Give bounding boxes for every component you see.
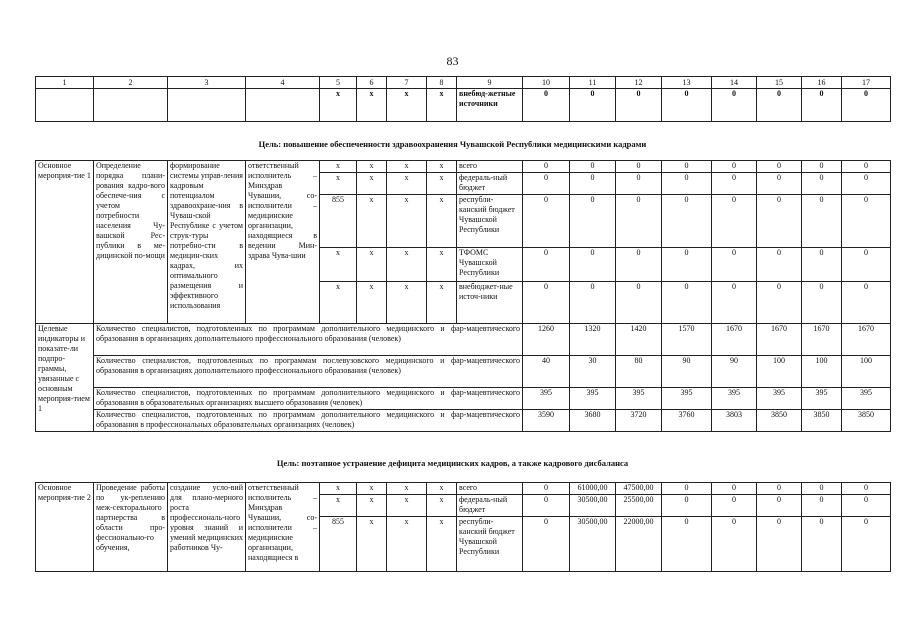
funding-source: всего [457, 483, 523, 495]
indicator-text: Количество специалистов, подготовленных по программам дополнительного медицинского и фар-мацевтического образования в организациях дополнительного профессионального образования (человек) [94, 324, 523, 356]
funding-source: республи-канский бюджет Чувашской Республики [457, 517, 523, 572]
col-number: 7 [387, 77, 427, 89]
col-number: 2 [94, 77, 168, 89]
col-number: 8 [427, 77, 457, 89]
funding-source: республи-канский бюджет Чувашской Республики [457, 195, 523, 248]
funding-source: внебюд-жетные источники [457, 89, 523, 122]
value-cell: 0 [616, 89, 662, 122]
page-number: 83 [446, 54, 459, 68]
table-row [36, 89, 891, 122]
col-number: 5 [320, 77, 357, 89]
budget-table-header [35, 76, 891, 122]
value-cell: 0 [802, 89, 842, 122]
table-row: Основное мероприя-тие 2 Проведение работы по ук-реплению меж-секторального партнерства в области про-фессионально-го обучения, создание усло-вий для плано-мерного роста профессиональ-ного уровня знаний и умений медицинских работников Чу- ответственный исполнитель – Минздрав Чувашии, со-исполнители – медицинские организации, находящиеся в x x x x всего 0 61000,00 47500,00 0 0 0 0 0 [36, 483, 891, 495]
table-row: 855 x x x республи-канский бюджет Чувашской Республики 0 30500,00 22000,00 0 0 0 0 0 [36, 517, 891, 572]
col-number: 16 [802, 77, 842, 89]
event-name: Основное мероприя-тие 2 [36, 483, 94, 572]
indicator-text: Количество специалистов, подготовленных по программам дополнительного медицинского и фар-мацевтического образования в образовательных организациях высшего образования (человек) [94, 388, 523, 410]
value-cell: 0 [757, 89, 802, 122]
event-executor: ответственный исполнитель – Минздрав Чувашии, со-исполнители – медицинские организации, находящиеся в [246, 483, 320, 572]
table-cell: x [427, 89, 457, 122]
funding-source: федераль-ный бюджет [457, 495, 523, 517]
table-row: x x x x внебюджет-ные источ-ники 0 0 0 0 0 0 0 0 [36, 282, 891, 324]
col-number: 17 [842, 77, 891, 89]
col-number: 15 [757, 77, 802, 89]
indicator-text: Количество специалистов, подготовленных по программам дополнительного медицинского и фар-мацевтического образования в профессиональных образовательных организациях (человек) [94, 410, 523, 432]
event-1-table [35, 160, 891, 432]
indicator-row: Количество специалистов, подготовленных по программам дополнительного медицинского и фар-мацевтического образования в образовательных организациях высшего образования (человек) 395 395 395 395 395 395 395 395 [36, 388, 891, 410]
col-number: 6 [357, 77, 387, 89]
col-number: 1 [36, 77, 94, 89]
funding-source: ТФОМС Чувашской Республики [457, 248, 523, 282]
col-number: 13 [662, 77, 712, 89]
table-cell: x [320, 89, 357, 122]
indicator-text: Количество специалистов, подготовленных по программам послевузовского медицинского и фар-мацевтического образования в организациях дополнительного профессионального образования (человек) [94, 356, 523, 388]
col-number: 4 [246, 77, 320, 89]
event-executor: ответственный исполнитель – Минздрав Чувашии, со-исполнители – медицинские организации, находящиеся в ведении Мин-здрава Чува-шии [246, 161, 320, 324]
funding-source: всего [457, 161, 523, 173]
col-number: 12 [616, 77, 662, 89]
table-row: x x x x федераль-ный бюджет 0 0 0 0 0 0 0 0 [36, 173, 891, 195]
event-2-table [35, 482, 891, 572]
value-cell: 0 [523, 89, 570, 122]
col-number: 9 [457, 77, 523, 89]
event-expected-result: создание усло-вий для плано-мерного роста профессиональ-ного уровня знаний и умений медицинских работников Чу- [168, 483, 246, 572]
table-cell: x [357, 89, 387, 122]
goal-heading-2: Цель: поэтапное устранение дефицита медицинских кадров, а также кадрового дисбаланса [276, 458, 629, 468]
event-expected-result: формирование системы управ-ления кадровым потенциалом здравоохране-ния в Чуваш-ской Республике с учетом струк-туры потребно-сти в медицин-ских кадрах, их оптимального размещения и эффективного использования [168, 161, 246, 324]
value-cell: 0 [570, 89, 616, 122]
value-cell: 0 [842, 89, 891, 122]
table-row: x x x x ТФОМС Чувашской Республики 0 0 0 0 0 0 0 0 [36, 248, 891, 282]
indicator-row: Количество специалистов, подготовленных по программам послевузовского медицинского и фар-мацевтического образования в организациях дополнительного профессионального образования (человек) 40 30 80 90 90 100 100 100 [36, 356, 891, 388]
table-row: x x x x федераль-ный бюджет 0 30500,00 25500,00 0 0 0 0 0 [36, 495, 891, 517]
column-number-row [36, 77, 891, 89]
table-cell: x [387, 89, 427, 122]
table-row: Основное мероприя-тие 1 Определение порядка плани-рования кадро-вого обеспече-ния с учетом потребности населения Чу-вашской Рес-публики в ме-дицинской по-мощи формирование системы управ-ления кадровым потенциалом здравоохране-ния в Чуваш-ской Республике с учетом струк-туры потребно-сти в медицин-ских кадрах, их оптимального размещения и эффективного использования ответственный исполнитель – Минздрав Чувашии, со-исполнители – медицинские организации, находящиеся в ведении Мин-здрава Чува-шии x x x x всего 0 0 0 0 0 0 0 0 [36, 161, 891, 173]
event-name: Основное мероприя-тие 1 [36, 161, 94, 324]
col-number: 10 [523, 77, 570, 89]
goal-heading-1: Цель: повышение обеспеченности здравоохранения Чувашской Республики медицинскими кадрами [258, 139, 647, 149]
indicators-label: Целевые индикаторы и показате-ли подпро-граммы, увязанные с основным мероприя-тием 1 [36, 324, 94, 432]
table-row: 855 x x x республи-канский бюджет Чувашской Республики 0 0 0 0 0 0 0 0 [36, 195, 891, 248]
value-cell: 0 [662, 89, 712, 122]
value-cell: 0 [712, 89, 757, 122]
col-number: 11 [570, 77, 616, 89]
event-description: Определение порядка плани-рования кадро-вого обеспече-ния с учетом потребности населения Чу-вашской Рес-публики в ме-дицинской по-мощи [94, 161, 168, 324]
col-number: 3 [168, 77, 246, 89]
indicator-row: Количество специалистов, подготовленных по программам дополнительного медицинского и фар-мацевтического образования в профессиональных образовательных организациях (человек) 3590 3680 3720 3760 3803 3850 3850 3850 [36, 410, 891, 432]
col-number: 14 [712, 77, 757, 89]
funding-source: федераль-ный бюджет [457, 173, 523, 195]
funding-source: внебюджет-ные источ-ники [457, 282, 523, 324]
event-description: Проведение работы по ук-реплению меж-секторального партнерства в области про-фессионально-го обучения, [94, 483, 168, 572]
indicator-row: Целевые индикаторы и показате-ли подпро-граммы, увязанные с основным мероприя-тием 1 Количество специалистов, подготовленных по программам дополнительного медицинского и фар-мацевтического образования в организациях дополнительного профессионального образования (человек) 1260 1320 1420 1570 1670 1670 1670 1670 [36, 324, 891, 356]
